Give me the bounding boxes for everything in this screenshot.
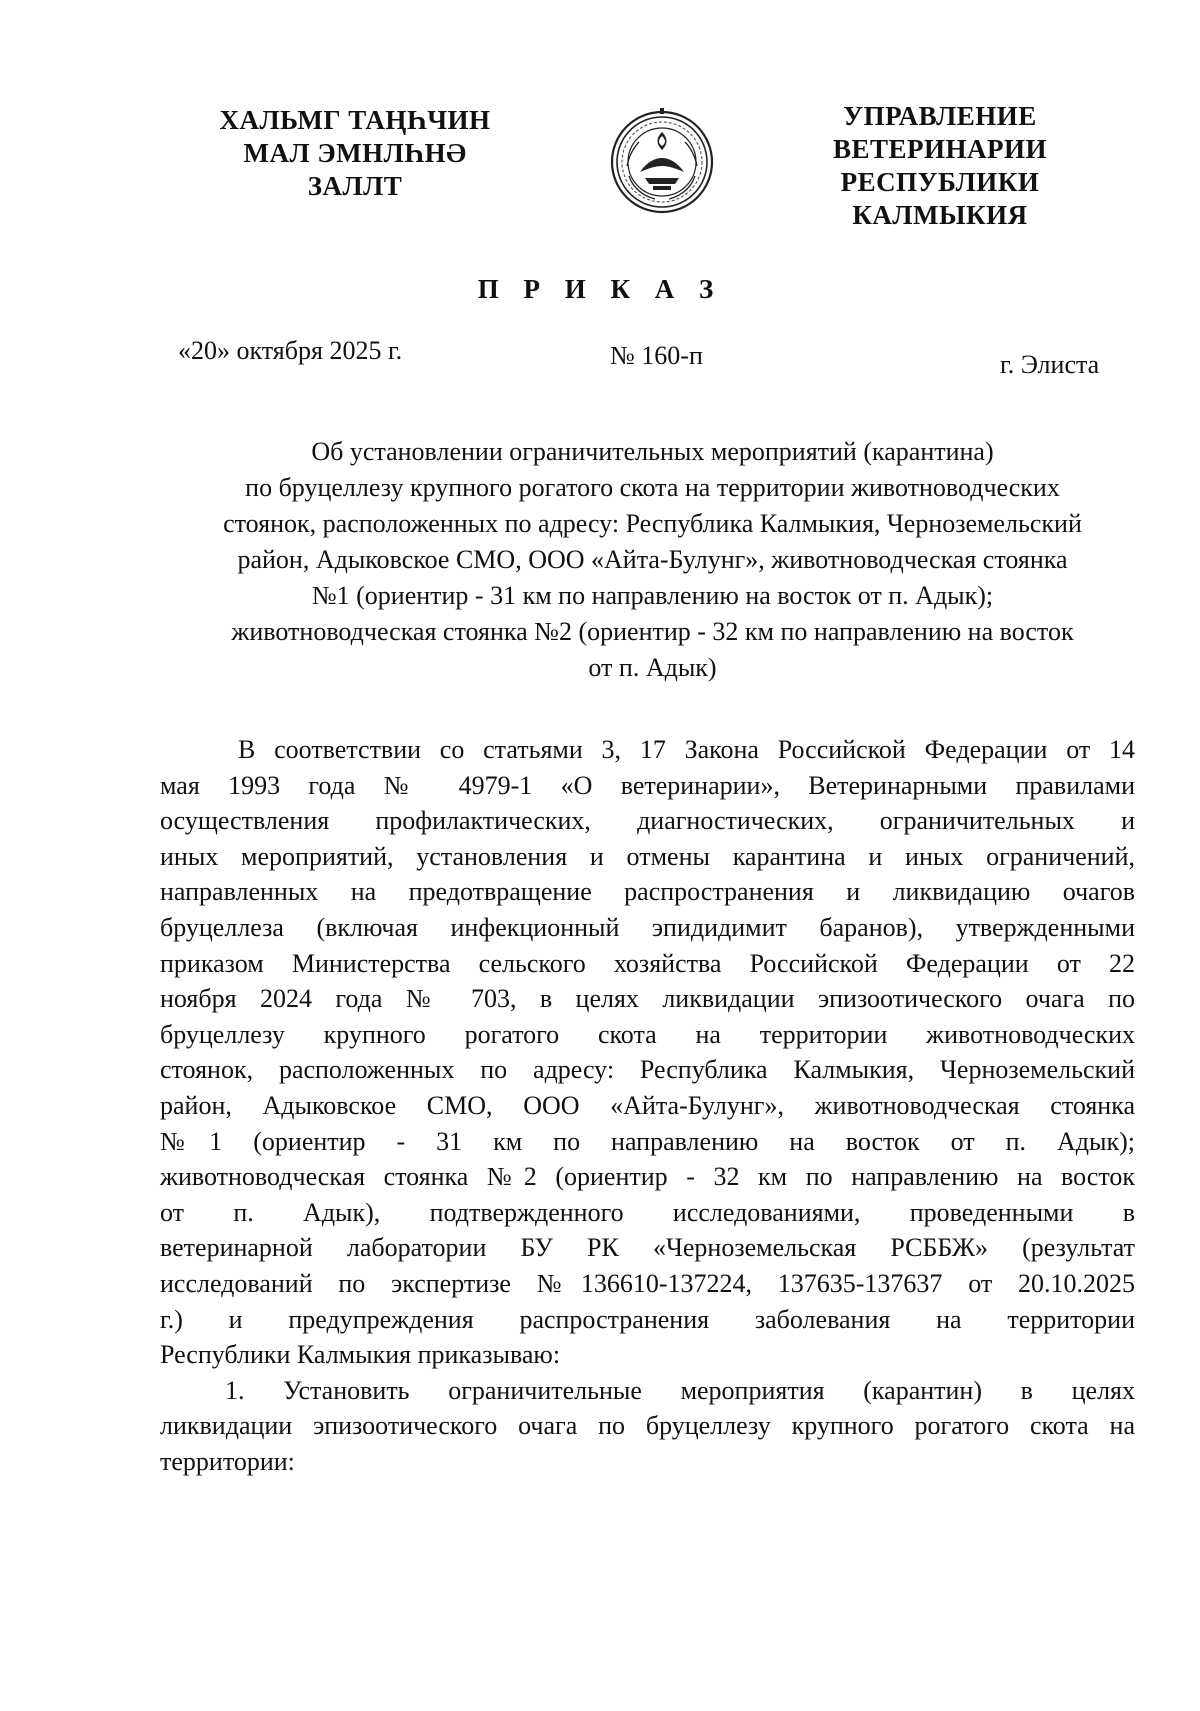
order-title-line: район, Адыковское СМО, ООО «Айта-Булунг», животноводческая стоянка: [237, 545, 1068, 574]
body-line: исследований по экспертизе №136610-137224, 137635-137637 от 20.10.2025: [160, 1268, 1135, 1298]
body-line: осуществления профилактических, диагностических, ограничительных и: [160, 806, 1135, 836]
header-right-russian-name: [790, 100, 1090, 232]
order-city: г. Элиста: [1000, 350, 1100, 379]
body-line: Республики Калмыкия приказываю:: [160, 1340, 561, 1370]
order-date: «20» октября 2025 г.: [178, 336, 403, 365]
header-right-line: УПРАВЛЕНИЕ: [843, 101, 1037, 131]
header-left-line: ХАЛЬМГ ТАҢҺЧИН: [219, 105, 491, 135]
header-right-line: ВЕТЕРИНАРИИ: [832, 134, 1048, 164]
order-title-line: стоянок, расположенных по адресу: Республика Калмыкия, Черноземельский: [223, 509, 1082, 538]
body-line: №1 (ориентир - 31 км по направлению на восток от п. Адык);: [160, 1126, 1135, 1156]
header-left-line: ЗАЛЛТ: [307, 171, 403, 201]
body-line: мая 1993 года № 4979-1 «О ветеринарии», Ветеринарными правилами: [160, 770, 1135, 800]
body-line: район, Адыковское СМО, ООО «Айта-Булунг», животноводческая стоянка: [160, 1090, 1135, 1120]
body-line: животноводческая стоянка №2 (ориентир - 32 км по направлению на восток: [160, 1162, 1135, 1192]
order-title-line: животноводческая стоянка №2 (ориентир - 32 км по направлению на восток: [231, 617, 1074, 646]
order-title: [165, 434, 1140, 686]
body-line: от п. Адык), подтвержденного исследованиями, проведенными в: [160, 1197, 1135, 1227]
order-title-line: №1 (ориентир - 31 км по направлению на восток от п. Адык);: [311, 581, 994, 610]
body-line: стоянок, расположенных по адресу: Республика Калмыкия, Черноземельский: [160, 1055, 1135, 1085]
body-line: г.) и предупреждения распространения заболевания на территории: [160, 1304, 1135, 1334]
body-line: бруцеллезу крупного рогатого скота на территории животноводческих: [160, 1019, 1135, 1049]
header-left-kalmyk-name: [205, 104, 505, 203]
body-line: ликвидации эпизоотического очага по бруцеллезу крупного рогатого скота на: [160, 1411, 1135, 1441]
kalmykia-emblem-icon: [607, 106, 717, 218]
body-line: ветеринарной лаборатории БУ РК «Черноземельская РСББЖ» (результат: [160, 1233, 1135, 1263]
order-title-line: Об установлении ограничительных мероприятий (карантина): [311, 437, 994, 466]
body-line: ноября 2024 года № 703, в целях ликвидации эпизоотического очага по: [160, 984, 1135, 1014]
order-number: № 160-п: [610, 341, 703, 370]
document-type-heading: П Р И К А З: [477, 274, 723, 304]
order-body: [160, 732, 1135, 1479]
body-line: иных мероприятий, установления и отмены карантина и иных ограничений,: [160, 841, 1135, 871]
body-line: приказом Министерства сельского хозяйства Российской Федерации от 22: [160, 948, 1135, 978]
order-title-line: по бруцеллезу крупного рогатого скота на территории животноводческих: [245, 473, 1060, 502]
header-right-line: КАЛМЫКИЯ: [852, 200, 1028, 230]
header-right-line: РЕСПУБЛИКИ: [840, 167, 1040, 197]
order-title-line: от п. Адык): [588, 653, 717, 682]
body-line: территории:: [160, 1446, 295, 1476]
body-line: бруцеллеза (включая инфекционный эпидидимит баранов), утвержденными: [160, 912, 1135, 942]
body-line: В соответствии со статьями 3, 17 Закона Российской Федерации от 14: [238, 735, 1135, 764]
body-line: направленных на предотвращение распространения и ликвидацию очагов: [160, 877, 1135, 907]
header-left-line: МАЛ ЭМНЛҺНӘ: [243, 138, 467, 168]
body-line-item-1: 1. Установить ограничительные мероприятия (карантин) в целях: [225, 1375, 1135, 1405]
